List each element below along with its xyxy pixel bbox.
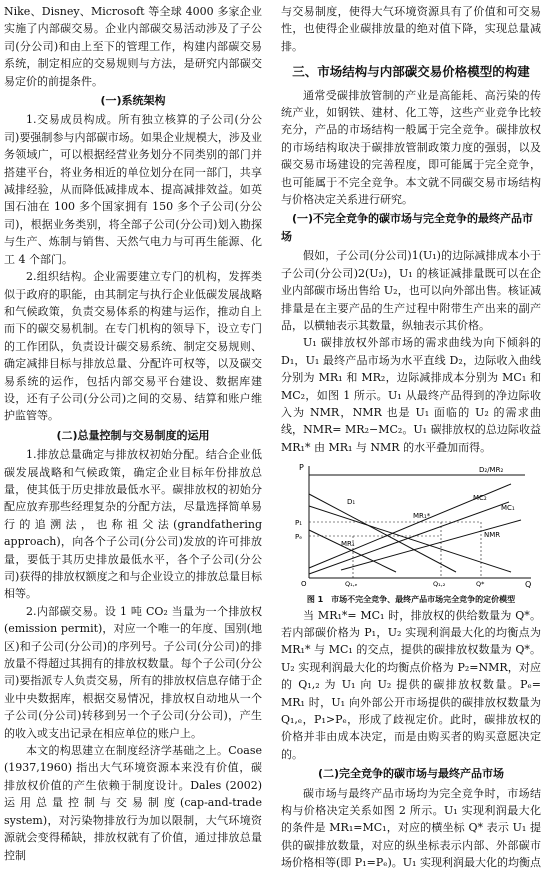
paragraph: 1.交易成员构成。所有独立核算的子公司(分公司)要强制参与内部碳市场。如果企业规模大，涉及业务领域广，可以根据经营业务划分不同类别的部门并搭建平台，将业务相近的单位划分在同一部门，共享减排经验，从而降低减排成本、提高减排效益。如英国石油在 100 多个国家拥有 150 多个子公司(分公司)，根据业务类别，将全部子公司(分公司)划入勘探与生产、炼制与销售、天然气电力与可再生能源、化工 4 个部门。 (4, 113, 262, 266)
left-column (4, 3, 262, 864)
d2-mr2-label: D₂/MR₂ (479, 466, 504, 475)
section-heading: (一)系统架构 (100, 94, 166, 108)
section-heading: (一)不完全竞争的碳市场与完全竞争的最终产品市场 (281, 212, 534, 243)
paragraph: 1.排放总量确定与排放权初始分配。结合企业低碳发展战略和气候政策，确定企业目标年份排放总量，使其低于历史排放最低水平。碳排放权的初始分配应放弃那些经理复杂的分配方法，尽量选择简单易行的追溯法，也称祖父法(grandfathering approach)，向各个子公司(分公司)发放的许可排放量，要低于其历史排放最低水平，各个子公司(分公司)获得的排放权额度之和与企业设立的排放总量目标相等。 (4, 448, 262, 601)
mr1-label: MR₁ (341, 540, 355, 549)
figure-1-diagram (281, 460, 541, 588)
right-column (281, 3, 541, 872)
nmr-label: NMR (484, 531, 501, 540)
section-heading: (二)完全竞争的碳市场与最终产品市场 (317, 767, 505, 781)
paragraph: 本文的构思建立在制度经济学基础之上。Coase (1937,1960) 指出大气环境资源本来没有价值，碳排放权价值的产生依赖于制度设计。Dales (2002) 运用总量控制与交易制度(cap-and-trade system)，对污染物排放行为加以限制，大气环境资源就会变得稀缺，排放权就有了价值，通过排放总量控制 (4, 744, 262, 862)
nmr-curve (341, 520, 521, 570)
section-heading: (二)总量控制与交易制度的运用 (56, 428, 210, 442)
paragraph: 与交易制度，使得大气环境资源具有了价值和可交易性，也使得企业碳排放量的绝对值下降，实现总量减排。 (281, 5, 541, 53)
paragraph: 假如，子公司(分公司)1(U₁)的边际减排成本小于子公司(分公司)2(U₂)，U₁ 的核证减排量既可以在企业内部碳市场出售给 U₂，也可以向外部出售。核证减排量是在主要产品的生产过程中附带生产出来的副产品，以横轴表示其数量，纵轴表示其价格。 (281, 249, 541, 332)
x-axis-label: Q (525, 580, 532, 589)
q12-label: Q₁,₂ (433, 580, 446, 589)
q1e-label: Q₁,ₑ (345, 580, 358, 589)
chapter-heading: 三、市场结构与内部碳交易价格模型的构建 (292, 64, 530, 80)
mc1-label: MC₁ (501, 504, 515, 513)
mc1-curve (309, 502, 509, 574)
d1-curve (309, 494, 456, 572)
mc2-label: MC₂ (473, 494, 487, 503)
origin-label: O (301, 580, 307, 589)
paragraph: Nike、Disney、Microsoft 等全球 4000 多家企业实施了内部碳交易。企业内部碳交易活动涉及了子公司(分公司)和由上至下的管理工作，构建内部碳交易系统，制定相应的交易规则与方法，是研究内部碳交易定价的前提条件。 (4, 5, 262, 88)
paragraph: U₁ 碳排放权外部市场的需求曲线为向下倾斜的 D₁，U₁ 最终产品市场为水平直线 D₂，边际收入曲线分别为 MR₁ 和 MR₂，边际减排成本分别为 MC₁ 和 MC₂，如图 1 所示。U₁ 从最终产品得到的净边际收入为 NMR，NMR 也是 U₁ 面临的 U₂ 的需求曲线，NMR= MR₂−MC₂。U₁ 碳排放权的总边际收益 MR₁* 由 MR₁ 与 NMR 的水平叠加而得。 (281, 336, 541, 454)
figure-caption: 图 1 市场不完全竞争、最终产品市场完全竞争的定价模型 (306, 594, 516, 604)
paragraph: 碳市场与最终产品市场均为完全竞争时，市场结构与价格决定关系如图 2 所示。U₁ 实现利润最大化的条件是 MR₁=MC₁，对应的横坐标 Q* 表示 U₁ 提供的碳排放数量，对应的纵坐标表示内部、外部碳市场价格相等(即 P₁=Pₑ)。U₁ 实现利润最大化的均衡点 (281, 786, 541, 870)
mr1star-label: MR₁* (413, 512, 431, 521)
qstar-label: Q* (476, 580, 485, 589)
y-axis-label: P (299, 463, 304, 473)
paragraph: 通常受碳排放管制的产业是高能耗、高污染的传统产业，如钢铁、建材、化工等，这些产业竞争比较充分，产品的市场结构一般属于完全竞争。碳排放权的市场结构取决于碳排放管制政策力度的强弱，以及碳交易市场建设的完善程度，即可能属于完全竞争，也可能属于不完全竞争。本文就不同碳交易市场结构与价格决定关系进行研究。 (281, 88, 541, 207)
paragraph: 当 MR₁*= MC₁ 时，排放权的供给数量为 Q*。若内部碳价格为 P₁，U₂ 实现利润最大化的均衡点为 MR₁* 与 MC₁ 的交点，提供的碳排放权数量为 Q*。U₂ 实现利润最大化的均衡点价格为 P₂=NMR，对应的 Q₁,₂ 为 U₁ 向 U₂ 提供的碳排放权数量。Pₑ= MR₁ 时，U₁ 向外部公开市场提供的碳排放权数量为 Q₁,ₑ，P₁>Pₑ，形成了歧视定价。此时，碳排放权的价格并非由成本决定，而是由购买者的购买意愿决定的。 (281, 608, 541, 761)
paragraph: 2.内部碳交易。设 1 吨 CO₂ 当量为一个排放权(emission permit)，对应一个唯一的年度、国别(地区)和子公司(分公司)的序列号。子公司(分公司)的排放量不得超过其拥有的排放权数量。每个子公司(分公司)要指派专人负责交易，所有的排放权信息存储于企业中央数据库，根据交易情况，排放权自动地从一个子公司(分公司)转移到另一个子公司(分公司)，产生的收入或支出记录在相应单位的账户上。 (4, 604, 262, 740)
d1-label: D₁ (347, 498, 356, 507)
pe-label: Pₑ (295, 533, 303, 542)
figure-1 (281, 460, 541, 604)
p1-label: P₁ (295, 519, 303, 528)
paragraph: 2.组织结构。企业需要建立专门的机构，发挥类似于政府的职能，由其制定与执行企业低碳发展战略和气候政策，负责交易体系的构建与运作，推动自上而下的碳交易机制。在专门机构的领导下，设立专门的工作团队，负责设计碳交易系统、制定交易规则、确定减排目标与排放总量、分配许可权等，以及碳交易系统的运作，包括内部交易平台建设、数据库建设，还有子公司(分公司)之间的交易、结算和账户维护监管等。 (4, 270, 262, 423)
